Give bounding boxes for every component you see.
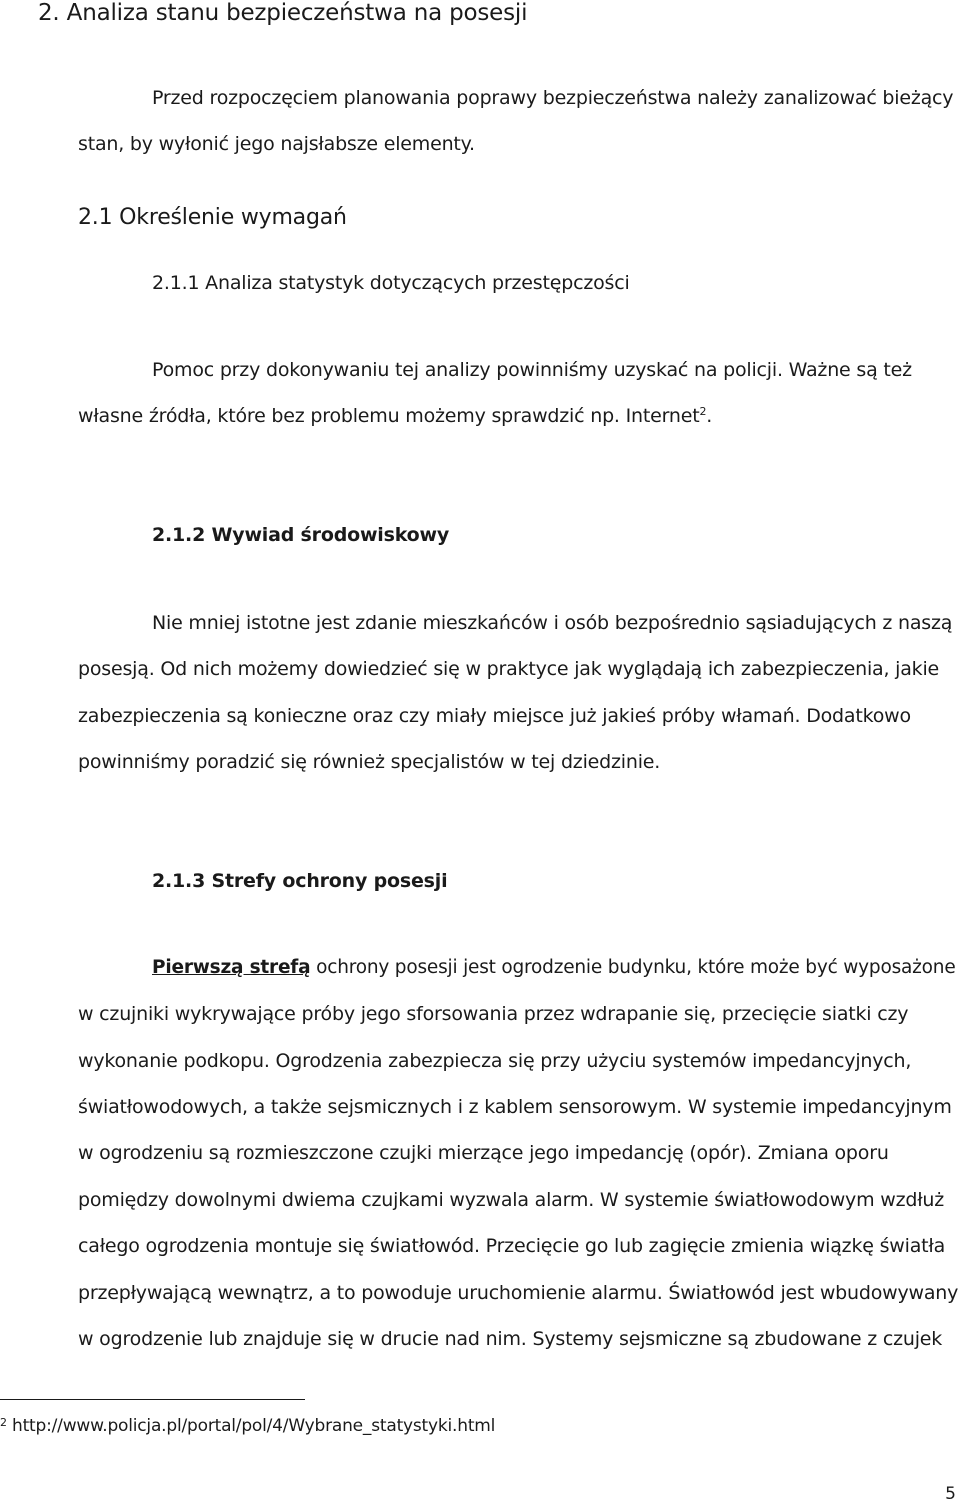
s212-line-2: posesją. Od nich możemy dowiedzieć się w praktyce jak wyglądają ich zabezpieczenia, jakie — [78, 658, 940, 680]
s213-line-5: w ogrodzeniu są rozmieszczone czujki mierzące jego impedancję (opór). Zmiana oporu — [78, 1142, 889, 1164]
first-zone-term: Pierwszą strefą — [152, 957, 311, 978]
footnote-number: 2 — [0, 1416, 7, 1429]
page-number: 5 — [945, 1484, 956, 1504]
intro-line-2: stan, by wyłonić jego najsłabsze elementy. — [78, 133, 475, 155]
s213-line-4: światłowodowych, a także sejsmicznych i z kablem sensorowym. W systemie impedancyjnym — [78, 1096, 952, 1118]
s211-line-1: Pomoc przy dokonywaniu tej analizy powinniśmy uzyskać na policji. Ważne są też — [152, 359, 912, 381]
s213-line-7: całego ogrodzenia montuje się światłowód. Przecięcie go lub zagięcie zmienia wiązkę światła — [78, 1235, 946, 1257]
footnote-separator — [0, 1399, 305, 1400]
s212-line-3: zabezpieczenia są konieczne oraz czy miały miejsce już jakieś próby włamań. Dodatkowo — [78, 705, 911, 727]
s213-line-6: pomiędzy dowolnymi dwiema czujkami wyzwala alarm. W systemie światłowodowym wzdłuż — [78, 1189, 945, 1211]
footnote-reference: 2 — [699, 405, 707, 418]
s213-line-8: przepływającą wewnątrz, a to powoduje uruchomienie alarmu. Światłowód jest wbudowywany — [78, 1282, 959, 1304]
s212-line-4: powinniśmy poradzić się również specjalistów w tej dziedzinie. — [78, 751, 661, 773]
s213-line-1: Pierwszą strefą ochrony posesji jest ogrodzenie budynku, które może być wyposażone — [152, 957, 956, 978]
subsection-heading-2-1-1: 2.1.1 Analiza statystyk dotyczących przestępczości — [152, 272, 630, 294]
s213-line-3: wykonanie podkopu. Ogrodzenia zabezpiecza się przy użyciu systemów impedancyjnych, — [78, 1050, 912, 1072]
footnote-link[interactable]: http://www.policja.pl/portal/pol/4/Wybrane_statystyki.html — [6, 1416, 496, 1436]
intro-line-1: Przed rozpoczęciem planowania poprawy bezpieczeństwa należy zanalizować bieżący — [152, 87, 954, 109]
s213-line-9: w ogrodzenie lub znajduje się w drucie nad nim. Systemy sejsmiczne są zbudowane z czujek — [78, 1328, 943, 1350]
s213-line-2: w czujniki wykrywające próby jego sforsowania przez wdrapanie się, przecięcie siatki czy — [78, 1003, 909, 1025]
footnote — [0, 1415, 495, 1437]
subsection-heading-2-1-3: 2.1.3 Strefy ochrony posesji — [152, 870, 448, 892]
s212-line-1: Nie mniej istotne jest zdanie mieszkańców i osób bezpośrednio sąsiadujących z naszą — [152, 612, 953, 634]
s211-line-2: własne źródła, które bez problemu możemy sprawdzić np. Internet$^2$. — [78, 405, 713, 427]
subsection-heading-2-1-2: 2.1.2 Wywiad środowiskowy — [152, 524, 450, 546]
subsection-heading-2-1: 2.1 Określenie wymagań — [78, 205, 347, 230]
section-heading: 2. Analiza stanu bezpieczeństwa na posesji — [38, 0, 528, 26]
